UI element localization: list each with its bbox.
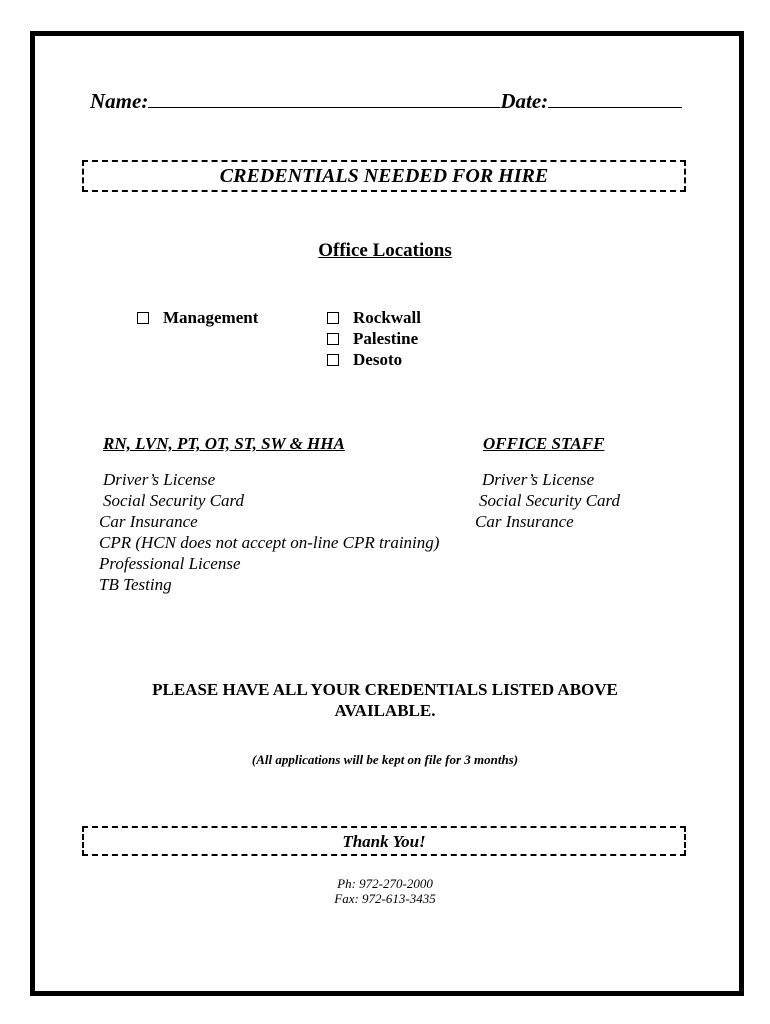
clinical-item: Professional License — [99, 554, 241, 573]
clinical-item: CPR (HCN does not accept on-line CPR training) — [99, 533, 440, 552]
notice-line-2: AVAILABLE. — [334, 701, 436, 720]
page-title: CREDENTIALS NEEDED FOR HIRE — [219, 165, 549, 187]
location-option-rockwall[interactable] — [327, 308, 421, 328]
management-checkbox[interactable] — [137, 312, 149, 324]
name-date-row — [90, 89, 682, 114]
office-staff-item: Driver’s License — [482, 470, 595, 489]
retention-note: (All applications will be kept on file for 3 months) — [251, 752, 519, 767]
clinical-item: Social Security Card — [103, 491, 245, 510]
location-option-palestine[interactable] — [327, 329, 418, 349]
thank-you-text: Thank You! — [342, 832, 426, 851]
rockwall-checkbox[interactable] — [327, 312, 339, 324]
phone-number: Ph: 972-270-2000 — [337, 876, 433, 891]
desoto-checkbox[interactable] — [327, 354, 339, 366]
office-locations-heading: Office Locations — [318, 240, 452, 261]
clinical-item: TB Testing — [99, 575, 172, 594]
office-staff-item: Car Insurance — [475, 512, 574, 531]
location-label: Palestine — [353, 329, 419, 348]
name-label: Name: — [90, 89, 149, 113]
notice-line-1: PLEASE HAVE ALL YOUR CREDENTIALS LISTED ABOVE — [152, 680, 618, 699]
date-field[interactable] — [548, 89, 682, 108]
management-option[interactable] — [137, 308, 258, 328]
name-field[interactable] — [148, 89, 500, 108]
location-label: Rockwall — [353, 308, 421, 327]
date-label: Date: — [500, 89, 549, 113]
office-staff-item: Social Security Card — [479, 491, 621, 510]
thanks-box — [82, 826, 686, 856]
management-label: Management — [163, 308, 259, 327]
title-box — [82, 160, 686, 192]
clinical-heading: RN, LVN, PT, OT, ST, SW & HHA — [103, 434, 345, 453]
office-staff-heading: OFFICE STAFF — [483, 434, 605, 453]
location-label: Desoto — [353, 350, 403, 369]
palestine-checkbox[interactable] — [327, 333, 339, 345]
location-option-desoto[interactable] — [327, 350, 402, 370]
fax-number: Fax: 972-613-3435 — [334, 891, 436, 906]
clinical-item: Driver’s License — [103, 470, 216, 489]
clinical-item: Car Insurance — [99, 512, 198, 531]
